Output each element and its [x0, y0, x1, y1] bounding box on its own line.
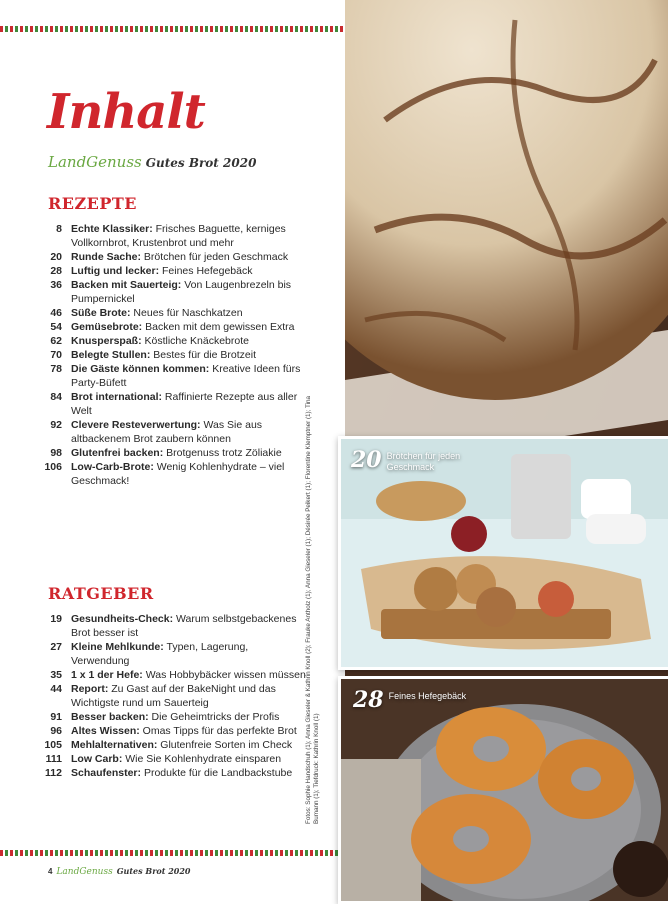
toc-entry-topic: Gesundheits-Check:: [71, 613, 174, 625]
toc-entry-description: Die Geheimtricks der Profis: [148, 711, 280, 723]
toc-entry-text: [71, 710, 308, 724]
toc-entry[interactable]: [40, 334, 308, 348]
toc-entry-topic: Knusperspaß:: [71, 335, 142, 347]
toc-page-number: 92: [50, 419, 62, 431]
toc-page-number: 91: [50, 711, 62, 723]
toc-entry[interactable]: [40, 362, 308, 390]
toc-entry-text: [71, 738, 308, 752]
toc-page-number: 62: [50, 335, 62, 347]
toc-entry[interactable]: [40, 390, 308, 418]
rezepte-list: [40, 222, 308, 488]
toc-entry-text: [71, 250, 308, 264]
photo-credits: Fotos: Sophie Handschuh (1); Anna Gieseler & Kathrin Knoll (2); Frauke Antholz (1); Anna Gieseler (1); Désirée Peikert (1); Florentine Klemptner (1); Tina Bumann (1); Tiefdruck: Kathrin Knoll (1): [305, 395, 320, 824]
toc-entry-topic: Besser backen:: [71, 711, 149, 723]
toc-entry-topic: Backen mit Sauerteig:: [71, 279, 182, 291]
toc-entry-text: [71, 668, 308, 682]
toc-entry-text: [71, 460, 308, 488]
callout-broetchen[interactable]: [338, 436, 668, 670]
toc-entry-description: Typen, Lagerung, Verwendung: [71, 641, 249, 667]
footer-issue-name: Gutes Brot 2020: [116, 866, 191, 876]
toc-page-number: 78: [50, 363, 62, 375]
toc-entry[interactable]: [40, 682, 308, 710]
toc-entry[interactable]: [40, 710, 308, 724]
toc-entry-topic: Belegte Stullen:: [71, 349, 151, 361]
toc-page-number: 44: [50, 683, 62, 695]
toc-entry-description: Von Laugenbrezeln bis Pumpernickel: [71, 279, 292, 305]
toc-entry[interactable]: [40, 640, 308, 668]
toc-entry-topic: Echte Klassiker:: [71, 223, 153, 235]
toc-entry-text: [71, 390, 308, 418]
toc-entry[interactable]: [40, 278, 308, 306]
toc-entry-text: [71, 724, 308, 738]
toc-page-number: 36: [50, 279, 62, 291]
toc-entry-text: [71, 348, 308, 362]
toc-entry-topic: Mehlalternativen:: [71, 739, 158, 751]
toc-entry-text: [71, 278, 308, 306]
toc-entry-description: Was Sie aus altbackenem Brot zaubern können: [71, 419, 263, 445]
toc-entry-topic: Low-Carb-Brote:: [71, 461, 154, 473]
toc-entry-topic: Clevere Resteverwertung:: [71, 419, 201, 431]
toc-entry[interactable]: [40, 612, 308, 640]
toc-entry-topic: Low Carb:: [71, 753, 123, 765]
toc-entry-description: Neues für Naschkatzen: [130, 307, 243, 319]
toc-entry[interactable]: [40, 460, 308, 488]
broetchen-photo: [341, 439, 668, 667]
toc-entry-topic: Brot international:: [71, 391, 162, 403]
toc-page-number: 28: [50, 265, 62, 277]
toc-entry-text: [71, 612, 308, 640]
toc-entry-text: [71, 320, 308, 334]
toc-page-number: 84: [50, 391, 62, 403]
toc-entry[interactable]: [40, 418, 308, 446]
ratgeber-list: [40, 612, 308, 780]
toc-entry-description: Frisches Baguette, kerniges Vollkornbrot, Krustenbrot und mehr: [71, 223, 286, 249]
toc-entry-topic: Report:: [71, 683, 109, 695]
toc-entry-text: [71, 682, 308, 710]
toc-entry-topic: 1 x 1 der Hefe:: [71, 669, 143, 681]
toc-entry-text: [71, 752, 308, 766]
toc-entry-topic: Süße Brote:: [71, 307, 131, 319]
toc-page-number: 70: [50, 349, 62, 361]
toc-entry-description: Kreative Ideen fürs Party-Büfett: [71, 363, 301, 389]
magazine-subtitle: [48, 153, 256, 171]
toc-page-number: 20: [50, 251, 62, 263]
toc-entry[interactable]: [40, 264, 308, 278]
toc-page-number: 96: [50, 725, 62, 737]
toc-entry-description: Wie Sie Kohlenhydrate einsparen: [122, 753, 282, 765]
bottom-decorative-stripe: [0, 850, 345, 856]
callout-label-hefegebaeck: 28 Feines Hefegebäck: [353, 687, 467, 713]
toc-entry-topic: Gemüsebrote:: [71, 321, 143, 333]
toc-entry[interactable]: [40, 222, 308, 250]
toc-entry[interactable]: [40, 348, 308, 362]
brand-logo: LandGenuss: [48, 153, 142, 171]
toc-entry-text: [71, 362, 308, 390]
issue-name: Gutes Brot 2020: [145, 156, 257, 170]
section-heading-rezepte: REZEPTE: [48, 194, 137, 213]
toc-entry-text: [71, 222, 308, 250]
toc-entry[interactable]: [40, 446, 308, 460]
toc-entry-description: Backen mit dem gewissen Extra: [142, 321, 295, 333]
toc-entry-text: [71, 446, 308, 460]
toc-entry-topic: Luftig und lecker:: [71, 265, 160, 277]
footer-brand-logo: LandGenuss: [56, 867, 113, 877]
toc-page-number: 19: [50, 613, 62, 625]
toc-entry-description: Feines Hefegebäck: [159, 265, 253, 277]
toc-page-number: 111: [45, 753, 62, 765]
toc-entry-description: Wenig Kohlenhydrate – viel Geschmack!: [71, 461, 285, 487]
toc-entry-description: Zu Gast auf der BakeNight und das Wichtigste rund um Sauerteig: [71, 683, 276, 709]
toc-page-number: 105: [44, 739, 62, 751]
toc-entry-description: Brotgenuss trotz Zöliakie: [163, 447, 282, 459]
page-title: Inhalt: [47, 84, 205, 140]
toc-entry[interactable]: [40, 724, 308, 738]
toc-entry-topic: Die Gäste können kommen:: [71, 363, 210, 375]
toc-entry-description: Warum selbstgebackenes Brot besser ist: [71, 613, 297, 639]
toc-entry[interactable]: [40, 668, 308, 682]
toc-entry[interactable]: [40, 738, 308, 752]
toc-entry-topic: Altes Wissen:: [71, 725, 140, 737]
toc-entry-topic: Runde Sache:: [71, 251, 142, 263]
toc-page-number: 35: [50, 669, 62, 681]
toc-entry[interactable]: [40, 320, 308, 334]
toc-entry-topic: Schaufenster:: [71, 767, 142, 779]
section-heading-ratgeber: RATGEBER: [48, 584, 154, 603]
toc-entry-description: Produkte für die Landbackstube: [141, 767, 293, 779]
toc-page-number: 106: [44, 461, 62, 473]
toc-page-number: 46: [50, 307, 62, 319]
hefegebaeck-photo: [341, 679, 668, 901]
toc-entry-description: Glutenfreie Sorten im Check: [157, 739, 293, 751]
toc-entry[interactable]: [40, 766, 308, 780]
top-decorative-stripe: [0, 26, 345, 32]
toc-entry-topic: Kleine Mehlkunde:: [71, 641, 164, 653]
toc-page-number: 98: [50, 447, 62, 459]
toc-page-number: 8: [56, 223, 62, 235]
toc-entry-description: Köstliche Knäckebrote: [141, 335, 249, 347]
toc-entry[interactable]: [40, 250, 308, 264]
toc-entry-text: [71, 418, 308, 446]
page-number: 4: [48, 867, 53, 876]
toc-entry-description: Bestes für die Brotzeit: [150, 349, 256, 361]
page-footer: [48, 866, 190, 877]
toc-entry-topic: Glutenfrei backen:: [71, 447, 164, 459]
toc-entry-text: [71, 264, 308, 278]
callout-hefegebaeck[interactable]: [338, 676, 668, 904]
toc-entry-description: Brötchen für jeden Geschmack: [141, 251, 289, 263]
toc-page-number: 54: [50, 321, 62, 333]
toc-entry[interactable]: [40, 752, 308, 766]
toc-entry[interactable]: [40, 306, 308, 320]
toc-entry-description: Raffinierte Rezepte aus aller Welt: [71, 391, 298, 417]
toc-entry-description: Omas Tipps für das perfekte Brot: [139, 725, 297, 737]
toc-page-number: 27: [50, 641, 62, 653]
toc-entry-description: Was Hobbybäcker wissen müssen: [142, 669, 306, 681]
toc-entry-text: [71, 766, 308, 780]
callout-label-broetchen: 20 Brötchen für jeden Geschmack: [351, 447, 461, 473]
toc-entry-text: [71, 306, 308, 320]
toc-page-number: 112: [45, 767, 62, 779]
toc-entry-text: [71, 640, 308, 668]
toc-entry-text: [71, 334, 308, 348]
